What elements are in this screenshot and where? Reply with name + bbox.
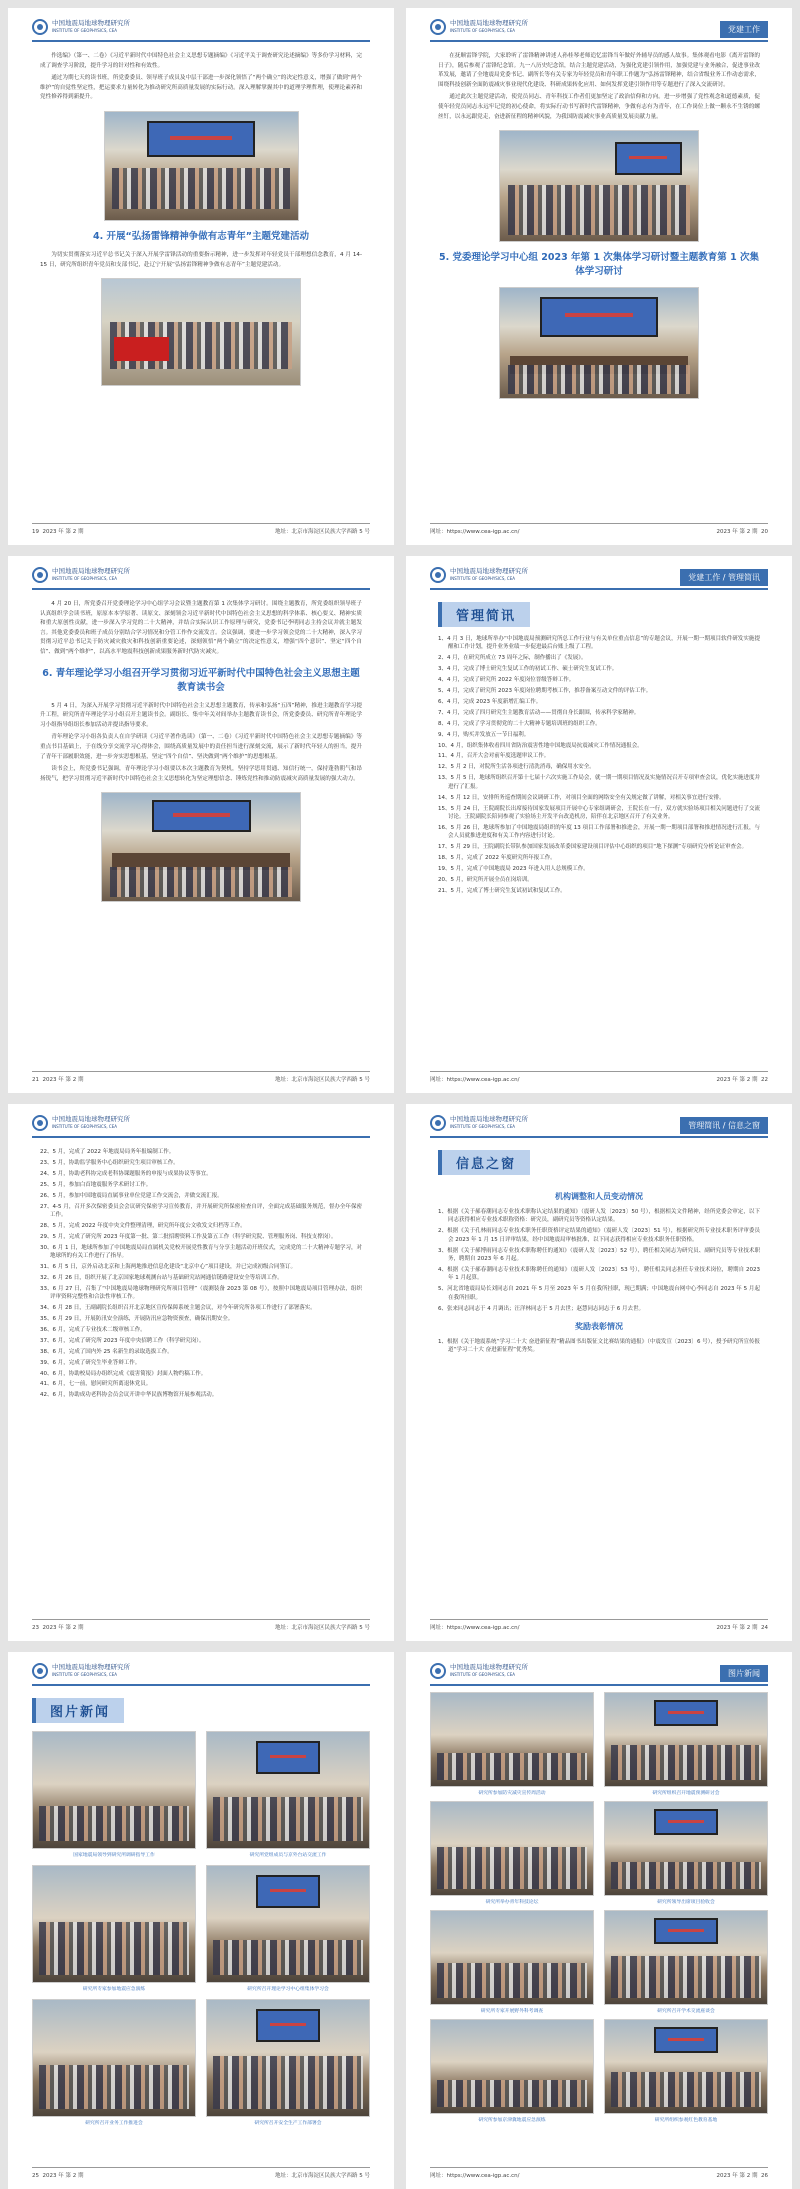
photo-caption: 研究所领导出席项目验收会 bbox=[657, 1900, 715, 1905]
list-item: 31、6 月 5 日，京外启动北京和上海两地推进信息化建设“北京中心”项目建设，并已完成初级合同签订。 bbox=[40, 1263, 296, 1270]
paragraph: 5 月 4 日，为深入开展学习贯彻习近平新时代中国特色社会主义思想主题教育，传承和弘扬“五四”精神，推进主题教育学习提升工程，研究所青年理论学习小组召开主题读书会。副组长、集中年关对间举办主题教育读书会，所党委委员、研究所青年理论学习小组指导组组长参加活动并提出指导要求。 bbox=[40, 702, 362, 728]
org-name-cn: 中国地震局地球物理研究所 bbox=[450, 567, 528, 575]
page-footer bbox=[430, 1071, 768, 1083]
photo-people bbox=[611, 1745, 760, 1780]
page-header bbox=[430, 18, 768, 42]
photo-caption: 研究所组织召开地震预测研讨会 bbox=[652, 1791, 720, 1796]
logo-icon bbox=[32, 1663, 48, 1679]
projection-screen bbox=[540, 297, 659, 337]
list-item: 5、4 月，完成了研究所 2023 年度岗位聘期考核工作，推荐备案互动文件的评估工作。 bbox=[438, 688, 652, 695]
list-item: 2、根据《关于孔林雨同志专业技术职务任职资格评定结果的通知》（震研人发〔2023〕51 号），根据研究所专业技术职务评审委员会 2023 年 1 月 15 日评审结果，经中国地震局审核批准，以下同志获得相应专业技术职务任职资格。 bbox=[438, 1228, 760, 1243]
logo-icon bbox=[430, 1663, 446, 1679]
list-item: 17、5 月 29 日，王院副院长带队参加国家发展改革委国家建设项目评估中心组织的项目“地下探测”专项研究分析论证审查会。 bbox=[438, 844, 747, 851]
list-item: 41、6 月，七一前，慰问研究所离退休党员。 bbox=[40, 1381, 152, 1388]
list-item: 20、5 月，研究所开展全员在岗培训。 bbox=[438, 876, 533, 883]
org-name-cn: 中国地震局地球物理研究所 bbox=[52, 19, 130, 27]
news-photo bbox=[430, 1692, 594, 1787]
meeting-photo bbox=[104, 111, 299, 221]
list-item: 30、6 月 1 日，地球所参加了中国地震局局直属机关党校开展党性教育与分享主题活动开班仪式，完成党的二十大精神专题学习，对地球所的有关工作进行了指导。 bbox=[40, 1244, 362, 1260]
gallery-item bbox=[206, 1999, 370, 2127]
page-24 bbox=[406, 1104, 792, 1641]
photo-people bbox=[611, 2072, 760, 2107]
news-photo bbox=[604, 1801, 768, 1896]
org-name-cn: 中国地震局地球物理研究所 bbox=[52, 1115, 130, 1123]
gallery-item bbox=[430, 2019, 594, 2124]
footer-address: 地址：北京市海淀区民族大学西路 5 号 bbox=[275, 529, 370, 535]
logo-icon bbox=[32, 19, 48, 35]
list-item: 26、5 月，参加中国地震局直属事业单位党建工作交流会，并做交流汇报。 bbox=[40, 1192, 223, 1199]
page-footer bbox=[32, 1619, 370, 1631]
photo-screen bbox=[654, 1918, 719, 1944]
photo-people bbox=[611, 1862, 760, 1890]
page-footer bbox=[430, 2167, 768, 2179]
gallery-item bbox=[430, 1692, 594, 1797]
list-item: 10、4 月，组织集体收看四川省防治震害性地中国地震局抗震减灾工作情况通报会。 bbox=[438, 742, 643, 749]
org-name-en: INSTITUTE OF GEOPHYSICS, CEA bbox=[52, 1124, 117, 1129]
logo-icon bbox=[430, 1115, 446, 1131]
page-23 bbox=[8, 1104, 394, 1641]
list-item: 39、6 月，完成了研究生毕业答辩工作。 bbox=[40, 1359, 141, 1366]
issue-label: 2023 年 第 2 期 bbox=[716, 529, 758, 535]
org-name-cn: 中国地震局地球物理研究所 bbox=[450, 1663, 528, 1671]
photo-caption: 国家地震局领导到研究所调研指导工作 bbox=[73, 1853, 155, 1858]
gallery-item bbox=[32, 1999, 196, 2127]
list-item: 3、4 月，完成了博士研究生复试工作的初试工作、硕士研究生复试工作。 bbox=[438, 666, 618, 673]
issue-label: 2023 年 第 2 期 bbox=[716, 1077, 758, 1083]
list-item: 40、6 月，协助校局局办组织完成《震害简报》封面人物约稿工作。 bbox=[40, 1370, 207, 1377]
page-26 bbox=[406, 1652, 792, 2189]
gallery-item bbox=[32, 1731, 196, 1859]
page-number: 26 bbox=[761, 2173, 768, 2179]
page-number: 22 bbox=[761, 1077, 768, 1083]
attendees bbox=[508, 365, 690, 394]
org-name-cn: 中国地震局地球物理研究所 bbox=[450, 1115, 528, 1123]
institute-logo bbox=[32, 19, 130, 35]
section-banner: 管理简讯 bbox=[438, 602, 530, 627]
news-photo bbox=[32, 1865, 196, 1983]
photo-people bbox=[213, 1940, 362, 1975]
page-number: 23 bbox=[32, 1625, 39, 1631]
section-heading: 6. 青年理论学习小组召开学习贯彻习近平新时代中国特色社会主义思想主题教育读书会 bbox=[42, 667, 360, 693]
list-item: 9、4 月，购买并发放五一节日福利。 bbox=[438, 731, 530, 738]
list-item: 6、张来同志同志于 4 月调出；汪洋林同志于 5 月去世；赵慧同志同志于 6 月去世。 bbox=[438, 1305, 644, 1312]
list-item: 4、4 月，完成了研究所 2022 年度岗位晋级答辩工作。 bbox=[438, 677, 575, 684]
news-list bbox=[40, 1148, 362, 1400]
gallery-item bbox=[430, 1910, 594, 2015]
org-name-en: INSTITUTE OF GEOPHYSICS, CEA bbox=[52, 576, 117, 581]
list-item: 12、5 月 2 日，对院所生活各项进行清洗消毒，确保用水安全。 bbox=[438, 764, 595, 771]
attendees bbox=[110, 867, 292, 897]
list-item: 16、5 月 26 日，地球所参加了中国地震局组织的年度 13 项目工作部署和推进会，开展一期一期项目部署和推进情况进行汇报，与会人员就推进进度和有关工作内容进行讨论。 bbox=[438, 824, 760, 840]
photo-people bbox=[437, 1963, 586, 1998]
list-item: 29、5 月，完成了研究所 2023 年度第一批、第二批招聘资料工作及第五工作（科学研究院、管理服务岗、科技支撑岗）。 bbox=[40, 1233, 337, 1240]
list-item: 27、4-5 月，召开多次保密委员会会议研究保密学习宣传教育，并开展研究所保密检查自评，全面完成基础服务规范，督办全年保密工作。 bbox=[40, 1203, 362, 1218]
gallery-item bbox=[604, 1692, 768, 1797]
page-25 bbox=[8, 1652, 394, 2189]
list-item: 3、根据《关于郝博雨同志专业技术职称聘任的通知》（震研人发〔2023〕52 号），聘任相关同志为研究员、副研究员等专业技术职务，聘期自 2023 年 6 月起。 bbox=[438, 1247, 760, 1263]
personnel-list bbox=[438, 1208, 760, 1313]
projection-screen bbox=[152, 800, 251, 832]
news-photo bbox=[430, 1801, 594, 1896]
list-item: 13、5 月 5 日，地球所组织召开第十七届十六次实施工作局会，就一期一期项目情况及实施情况召开专项审查会议，优化实施进度并进行了汇报。 bbox=[438, 775, 760, 790]
photo-people bbox=[437, 1753, 586, 1781]
issue-label: 2023 年 第 2 期 bbox=[42, 2173, 84, 2179]
news-photo bbox=[430, 2019, 594, 2114]
page-number: 21 bbox=[32, 1077, 39, 1083]
projection-screen bbox=[615, 142, 682, 175]
news-photo bbox=[604, 2019, 768, 2114]
photo-people bbox=[437, 1847, 586, 1890]
page-footer bbox=[32, 2167, 370, 2179]
photo-screen bbox=[256, 1741, 321, 1773]
page-header bbox=[32, 18, 370, 42]
list-item: 15、5 月 24 日，王院副院长出席接待国家发展项目开展中心专家组调研会，王院长在一行，双方就实验场项目相关问题进行了交流讨论。王院副院长陪同参观了实验场主开发平台改造机房，陪伴在北京地区召开了有关业务。 bbox=[438, 805, 760, 820]
photo-caption: 研究所召开业务工作推进会 bbox=[85, 2121, 143, 2126]
paragraph: 读书会上，所党委书记强调，青年理论学习小组要以本次主题教育为契机，坚持学思用贯通、知信行统一，保持蓬勃朝气和昂扬锐气，把学习贯彻习近平新时代中国特色社会主义思想转化为坚定理想信念、锤炼党性和推动防震减灾高质量发展的强大动力。 bbox=[40, 766, 362, 782]
lecture-photo bbox=[499, 130, 699, 242]
photo-screen bbox=[654, 2027, 719, 2053]
org-name-en: INSTITUTE OF GEOPHYSICS, CEA bbox=[450, 1672, 515, 1677]
list-item: 4、根据《关于郝春潮同志专业技术职称聘任的通知》（震研人发〔2023〕53 号），聘任相关同志担任专业技术岗位，聘期自 2023 年 1 月起算。 bbox=[438, 1266, 760, 1282]
list-item: 8、4 月，完成了学习贯彻党的二十大精神专题培训班的组织工作。 bbox=[438, 720, 601, 727]
org-name-en: INSTITUTE OF GEOPHYSICS, CEA bbox=[450, 28, 515, 33]
list-item: 19、5 月，完成了中国地震局 2023 年进入用人总规模工作。 bbox=[438, 865, 589, 872]
photo-people bbox=[213, 1797, 362, 1841]
gallery-item bbox=[430, 1801, 594, 1906]
section-tag: 图片新闻 bbox=[720, 1665, 768, 1682]
org-name-cn: 中国地震局地球物理研究所 bbox=[52, 567, 130, 575]
audience bbox=[508, 185, 690, 235]
list-item: 38、6 月，完成了国内外 25 名新生的录取选拔工作。 bbox=[40, 1348, 173, 1355]
page-footer bbox=[430, 523, 768, 535]
section-heading: 4. 开展“弘扬雷锋精神争做有志青年”主题党建活动 bbox=[92, 230, 309, 242]
paragraph: 青年理论学习小组各负责人在自学研读《习近平著作选读》（第一、二卷）《习近平新时代中国特色社会主义思想专题摘编》等重点书目基础上，于在线分享交流学习心得体会，围绕高质量发展中的责任担当进行深刻交流，展示了新时代年轻人的担当，提升了青年干部履职效能，进一步夯实思想根基，坚定“四个自信”、坚决做到“两个维护”的思想根基。 bbox=[40, 734, 362, 760]
reading-session-photo bbox=[101, 792, 301, 902]
page-footer bbox=[32, 1071, 370, 1083]
paragraph: 通过此次主题党建活动，使党员同志、青年科技工作者们更加坚定了政治信仰和方向。进一步增强了党性观念和道德素质，促使年轻党员同志永远牢记党的初心使命，将实际行动书写新时代雷锋精神，争做有志有为青年，在工作岗位上做一颗永不生锈的螺丝钉，以永远跟党走，奋进新征程的精神风貌，为我国防震减灾事业高质量发展贡献力量。 bbox=[438, 94, 760, 120]
party-flag bbox=[114, 337, 169, 360]
org-name-cn: 中国地震局地球物理研究所 bbox=[450, 19, 528, 27]
page-22 bbox=[406, 556, 792, 1093]
page-number: 19 bbox=[32, 529, 39, 535]
page-number: 25 bbox=[32, 2173, 39, 2179]
paragraph: 4 月 20 日，所党委召开党委理论学习中心组学习会议暨主题教育第 1 次集体学习研讨。围绕主题教育，所党委组织领导班子认真组织学会读书班，原原本本学原著、读原文、深刻领会习近平新时代中国特色社会主义思想的科学体系、核心要义、精神实质和重大原创性贡献，进一步深入学习党的二十大精神，并结合实际认识工作原理与研究，党委书记李明同志主持会议并就主题发言。其他党委委员和班子成员分别结合学习情况和分管工作作交流发言。会议强调，要进一步学习领会党的二十大精神，深入学习贯彻习近平总书记关于防灾减灾救灾和科技创新重要论述，深刻领悟“两个确立”的决定性意义，增强“四个意识”、坚定“四个自信”、做到“两个维护”，以高水平地震科技创新成果服务新时代防灾减灾。 bbox=[40, 601, 362, 655]
institute-logo bbox=[32, 1663, 130, 1679]
photo-people bbox=[213, 2056, 362, 2109]
org-name-en: INSTITUTE OF GEOPHYSICS, CEA bbox=[450, 576, 515, 581]
projection-screen bbox=[147, 121, 255, 158]
gallery-item bbox=[604, 2019, 768, 2124]
news-photo bbox=[206, 1731, 370, 1849]
photo-caption: 研究所组织参观红色教育基地 bbox=[654, 2118, 718, 2123]
list-item: 1、4 月 3 日，地球所举办“中国地震局预测研究所总工作行业与有关单位重点信息”的专题会议，开展一期一期项目软件研发实施提醒和工作计划，提升业务业绩一步促进最后台账上级了工程。 bbox=[438, 636, 760, 651]
subsection-heading: 机构调整和人员变动情况 bbox=[555, 1192, 643, 1201]
institute-logo bbox=[32, 567, 130, 583]
list-item: 36、6 月，完成了专业技术二级审核工作。 bbox=[40, 1326, 146, 1333]
page-footer bbox=[32, 523, 370, 535]
issue-label: 2023 年 第 2 期 bbox=[42, 529, 84, 535]
page-header bbox=[32, 1114, 370, 1138]
subsection-heading: 奖励表彰情况 bbox=[575, 1321, 623, 1331]
footer-address: 地址：北京市海淀区民族大学西路 5 号 bbox=[275, 1077, 370, 1083]
logo-icon bbox=[430, 567, 446, 583]
page-header bbox=[430, 1662, 768, 1686]
list-item: 1、根据《关于郝春潮同志专业技术职称认定结果的通知》（震研人发〔2023〕50 号），根据相关文件精神，经所党委会审定，以下同志获得相应专业技术职称资格：研究员，副研究员等资格认定结果。 bbox=[438, 1209, 760, 1224]
photo-screen bbox=[256, 1875, 321, 1907]
gallery-item bbox=[206, 1865, 370, 1993]
news-photo bbox=[32, 1731, 196, 1849]
photo-caption: 研究所召开理论学习中心组集体学习会 bbox=[247, 1987, 329, 1992]
org-name-cn: 中国地震局地球物理研究所 bbox=[52, 1663, 130, 1671]
gallery-item bbox=[604, 1801, 768, 1906]
logo-icon bbox=[32, 1115, 48, 1131]
paragraph: 作选编》（第一、二卷）《习近平新时代中国特色社会主义思想专题摘编》《习近平关于调查研究论述摘编》等多份学习材料，完成了调查学习阶段，提升学习的针对性和有效性。 bbox=[40, 53, 362, 69]
page-header bbox=[430, 566, 768, 590]
photo-gallery bbox=[32, 1731, 370, 2127]
photo-screen bbox=[654, 1809, 719, 1835]
list-item: 14、5 月 12 日，安排所务巡查期间会议调研工作，对项目全面的网络安全有关规定做了讲解，对相关事宜进行安排。 bbox=[438, 794, 725, 801]
footer-website: 网址：https://www.cea-igp.ac.cn/ bbox=[430, 1077, 520, 1083]
list-item: 33、6 月 27 日，召集了“中国地震局地球物理研究所项目管理”（震测装备 2023 第 08 号），按照中国地震局项目管理办法，组织评审资料完整性和合法性审核工作。 bbox=[40, 1285, 362, 1301]
list-item: 11、4 月，召开大会对前年度选题审议工作。 bbox=[438, 753, 550, 760]
logo-icon bbox=[32, 567, 48, 583]
org-name-en: INSTITUTE OF GEOPHYSICS, CEA bbox=[52, 1672, 117, 1677]
paragraph: 在抚顺雷锋学院，大家聆听了雷锋精神讲述人孙桂琴老师追忆雷锋当年做好外辅导员的感人故事。集体观看电影《离开雷锋的日子》，随后参观了雷锋纪念馆。九一八历史纪念馆，结合主题党建活动，为强化党建引领作用，加强党建与业务融合，促进事业改革发展，邀请了全地震局党委书记、副所长等有关专家为年轻党员和青年职工作题为“弘扬雷锋精神，结合省级业务工作动态需求，围绕科技创新全面防震减灾事业现代化建设、科研成果转化应用、如何发挥党建引领作用等专题进行了深入交流研讨。 bbox=[438, 53, 760, 88]
list-item: 32、6 月 26 日，组织开展了北京国家地球观测台站与基础研究站网通信链路建设安全等培训工作。 bbox=[40, 1274, 283, 1281]
institute-logo bbox=[430, 1663, 528, 1679]
section-tag: 党建工作 / 管理简讯 bbox=[680, 569, 768, 586]
page-header bbox=[430, 1114, 768, 1138]
institute-logo bbox=[430, 1115, 528, 1131]
photo-people bbox=[437, 2080, 586, 2108]
section-heading: 5. 党委理论学习中心组 2023 年第 1 次集体学习研讨暨主题教育第 1 次集体学习研讨 bbox=[438, 252, 760, 278]
photo-people bbox=[39, 2065, 188, 2109]
list-item: 28、5 月，完成 2022 年度中央文件整理清理，研究所年度公文收发文归档等工作。 bbox=[40, 1222, 246, 1229]
list-item: 18、5 月，完成了 2022 年度研究所年报工作。 bbox=[438, 855, 556, 862]
paragraph: 为切实贯彻落实习近平总书记关于深入开展学雷锋活动的重要指示精神，进一步发挥对年轻党员干部理想信念教育，4 月 14-15 日，研究所组织青年党员和支部书记，赴辽宁开展“弘扬雷锋精神争做有志青年”主题党建活动。 bbox=[40, 251, 362, 268]
footer-website: 网址：https://www.cea-igp.ac.cn/ bbox=[430, 2173, 520, 2179]
photo-caption: 研究所专家参加地震应急演练 bbox=[82, 1987, 146, 1992]
news-list bbox=[438, 635, 760, 895]
photo-people bbox=[611, 1956, 760, 1999]
footer-website: 网址：https://www.cea-igp.ac.cn/ bbox=[430, 1625, 520, 1631]
list-item: 7、4 月，完成了四月研究生主题教育活动——贯彻自身长跟围，传承科学家精神。 bbox=[438, 709, 640, 716]
page-footer bbox=[430, 1619, 768, 1631]
list-item: 37、6 月，完成了研究所 2023 年度中央招聘工作（科学研究岗）。 bbox=[40, 1337, 205, 1344]
photo-caption: 研究所参加防灾减灾宣传周活动 bbox=[478, 1791, 546, 1796]
issue-label: 2023 年 第 2 期 bbox=[42, 1077, 84, 1083]
section-tag: 管理简讯 / 信息之窗 bbox=[680, 1117, 768, 1134]
photo-screen bbox=[256, 2009, 321, 2041]
list-item: 5、河北省地震局局长刘同志自 2021 年 5 月至 2023 年 5 月在我所挂职，现已期满；中国地震台网中心李同志自 2023 年 5 月起在我所挂职。 bbox=[438, 1286, 760, 1301]
section-tag: 党建工作 bbox=[720, 21, 768, 38]
list-item: 35、6 月 29 日，开展防汛安全演练，开展防汛应急物资预查，确保汛期安全。 bbox=[40, 1316, 234, 1322]
study-session-photo bbox=[499, 287, 699, 399]
news-photo bbox=[604, 1692, 768, 1787]
footer-address: 地址：北京市海淀区民族大学西路 5 号 bbox=[275, 1625, 370, 1631]
org-name-en: INSTITUTE OF GEOPHYSICS, CEA bbox=[52, 28, 117, 33]
list-item: 42、6 月，协助成功老科协会员会议开讲中华民族博物馆开展参观活动。 bbox=[40, 1392, 218, 1399]
institute-logo bbox=[430, 567, 528, 583]
news-photo bbox=[430, 1910, 594, 2005]
award-item: 1、根据《关于地震系统“学习二十大 奋进新征程”精品图书出版征文比赛结果的通报》（中震发宣〔2023〕6 号），授予研究所宣传报道“学习二十大 奋进新征程”优秀奖。 bbox=[438, 1338, 760, 1354]
photo-people bbox=[39, 1922, 188, 1975]
logo-icon bbox=[430, 19, 446, 35]
page-header bbox=[32, 566, 370, 590]
group-photo bbox=[101, 278, 301, 386]
gallery-item bbox=[206, 1731, 370, 1859]
page-number: 20 bbox=[761, 529, 768, 535]
list-item: 24、5 月，协助老科协完成老科协课题服务的申报与成果协议等事宜。 bbox=[40, 1170, 212, 1177]
photo-caption: 研究所参加京津冀地震应急演练 bbox=[478, 2118, 546, 2123]
photo-people bbox=[39, 1806, 188, 1841]
list-item: 25、5 月，参加白首地震服务学术研讨工作。 bbox=[40, 1181, 152, 1188]
gallery-item bbox=[604, 1910, 768, 2015]
page-20 bbox=[406, 8, 792, 545]
list-item: 34、6 月 28 日，王副副院长组织召开北京地区宣传保障系统主题会议，对今年研究所各项工作进行了部署落实。 bbox=[40, 1305, 316, 1312]
footer-address: 地址：北京市海淀区民族大学西路 5 号 bbox=[275, 2173, 370, 2179]
page-header bbox=[32, 1662, 370, 1686]
page-number: 24 bbox=[761, 1625, 768, 1631]
issue-label: 2023 年 第 2 期 bbox=[716, 2173, 758, 2179]
photo-caption: 研究所党组成员与京外台站交流工作 bbox=[249, 1853, 327, 1858]
photo-caption: 研究所专家开展野外科考调查 bbox=[480, 2009, 544, 2014]
section-banner: 信息之窗 bbox=[438, 1150, 530, 1175]
list-item: 2、4 月，在研究所成立 73 周年之际，制作播出了《发展》。 bbox=[438, 655, 587, 662]
institute-logo bbox=[32, 1115, 130, 1131]
footer-website: 网址：https://www.cea-igp.ac.cn/ bbox=[430, 529, 520, 535]
photo-caption: 研究所召开学术交流座谈会 bbox=[657, 2009, 715, 2014]
issue-label: 2023 年 第 2 期 bbox=[42, 1625, 84, 1631]
paragraph: 通过为期七天的读书班，所党委委员、领导班子成员及中层干部进一步深化领悟了“两个确立”的决定性意义，增强了做到“两个维护”的自觉性坚定性，把运要求力量转化为推动研究所高质量发展的实际行动。深入理解掌握其中的道理学理哲理，使理论素养和党性修养得到新提升。 bbox=[40, 75, 362, 101]
photo-caption: 研究所举办青年科技论坛 bbox=[485, 1900, 539, 1905]
issue-label: 2023 年 第 2 期 bbox=[716, 1625, 758, 1631]
news-photo bbox=[32, 1999, 196, 2117]
institute-logo bbox=[430, 19, 528, 35]
page-19 bbox=[8, 8, 394, 545]
news-photo bbox=[604, 1910, 768, 2005]
org-name-en: INSTITUTE OF GEOPHYSICS, CEA bbox=[450, 1124, 515, 1129]
photo-screen bbox=[654, 1700, 719, 1726]
list-item: 23、5 月，协助监学服务中心组织研究生项目审核工作。 bbox=[40, 1159, 179, 1166]
page-21 bbox=[8, 556, 394, 1093]
list-item: 21、5 月，完成了博士研究生复试初试和复试工作。 bbox=[438, 887, 566, 894]
gallery-item bbox=[32, 1865, 196, 1993]
list-item: 6、4 月，完成 2023 年度新增汇编工作。 bbox=[438, 698, 542, 705]
news-photo bbox=[206, 1865, 370, 1983]
section-banner: 图片新闻 bbox=[32, 1698, 124, 1723]
list-item: 22、5 月，完成了 2022 年地震局局务年报编制工作。 bbox=[40, 1149, 175, 1155]
photo-caption: 研究所召开安全生产工作部署会 bbox=[254, 2121, 322, 2126]
attendees bbox=[112, 168, 290, 209]
photo-gallery bbox=[430, 1692, 768, 2124]
news-photo bbox=[206, 1999, 370, 2117]
